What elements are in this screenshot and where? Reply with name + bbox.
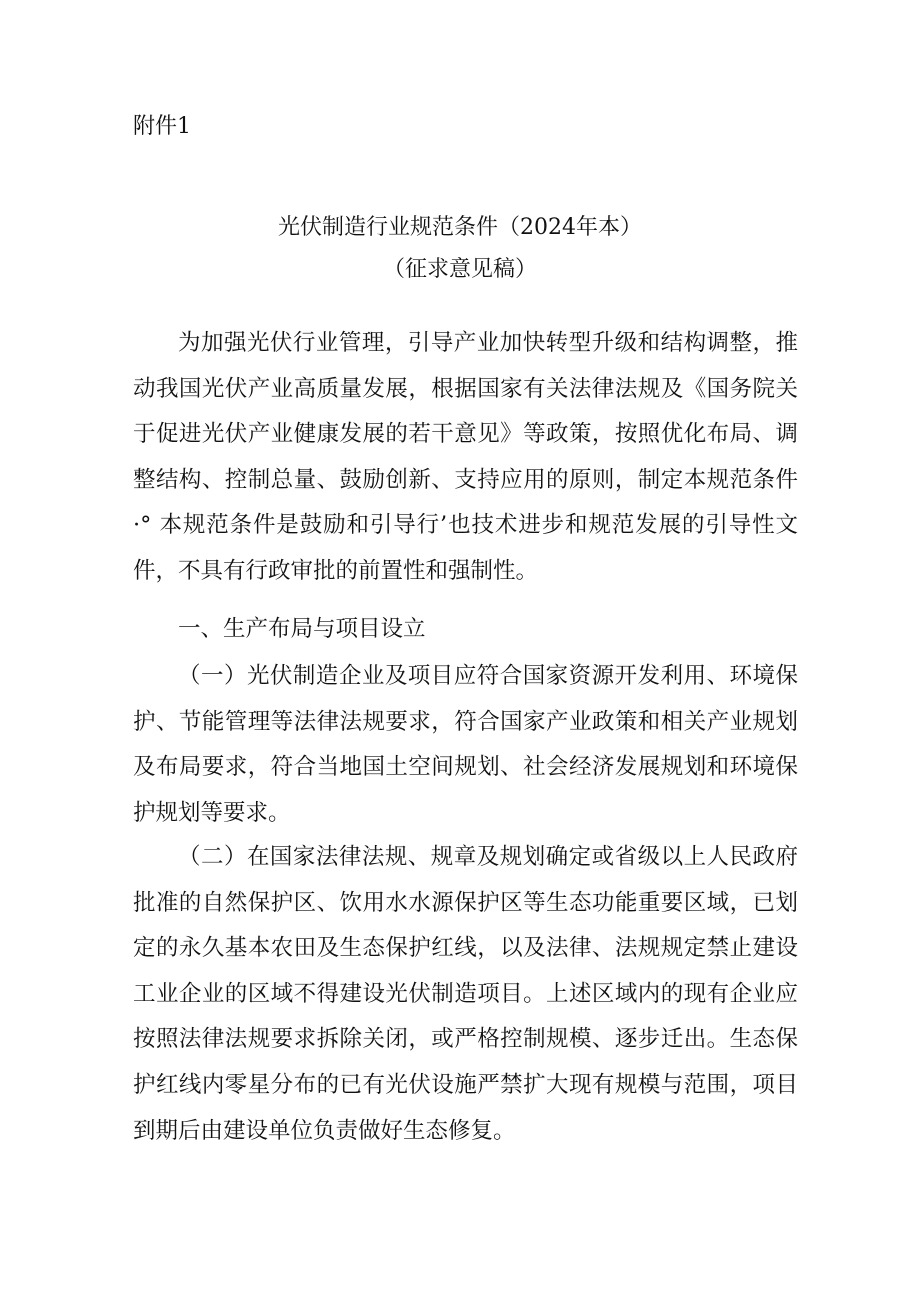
item-paragraph-1: （一）光伏制造企业及项目应符合国家资源开发利用、环境保护、节能管理等法律法规要求，符合国家产业政策和相关产业规划及布局要求，符合当地国土空间规划、社会经济发展规划和环境保护规划等要求。 [133,663,798,826]
section-heading: 一、生产布局与项目设立 [178,616,426,642]
annex-label: 附件1 [133,114,191,139]
document-title: 光伏制造行业规范条件（2024年本） [278,215,642,240]
item-paragraph-2: （二）在国家法律法规、规章及规划确定或省级以上人民政府批准的自然保护区、饮用水水源保护区等生态功能重要区域，已划定的永久基本农田及生态保护红线，以及法律、法规规定禁止建设工业企业的区域不得建设光伏制造项目。上述区域内的现有企业应按照法律法规要求拆除关闭，或严格控制规模、逐步迁出。生态保护红线内零星分布的已有光伏设施严禁扩大现有规模与范围，项目到期后由建设单位负责做好生态修复。 [133,844,798,1144]
document-subtitle: （征求意见稿） [382,257,537,282]
intro-paragraph: 为加强光伏行业管理，引导产业加快转型升级和结构调整，推动我国光伏产业高质量发展，根据国家有关法律法规及《国务院关于促进光伏产业健康发展的若干意见》等政策，按照优化布局、调整结构、控制总量、鼓励创新、支持应用的原则，制定本规范条件·° 本规范条件是鼓励和引导行’也技术进步和规范发展的引导性文件，不具有行政审批的前置性和强制性。 [133,330,798,584]
